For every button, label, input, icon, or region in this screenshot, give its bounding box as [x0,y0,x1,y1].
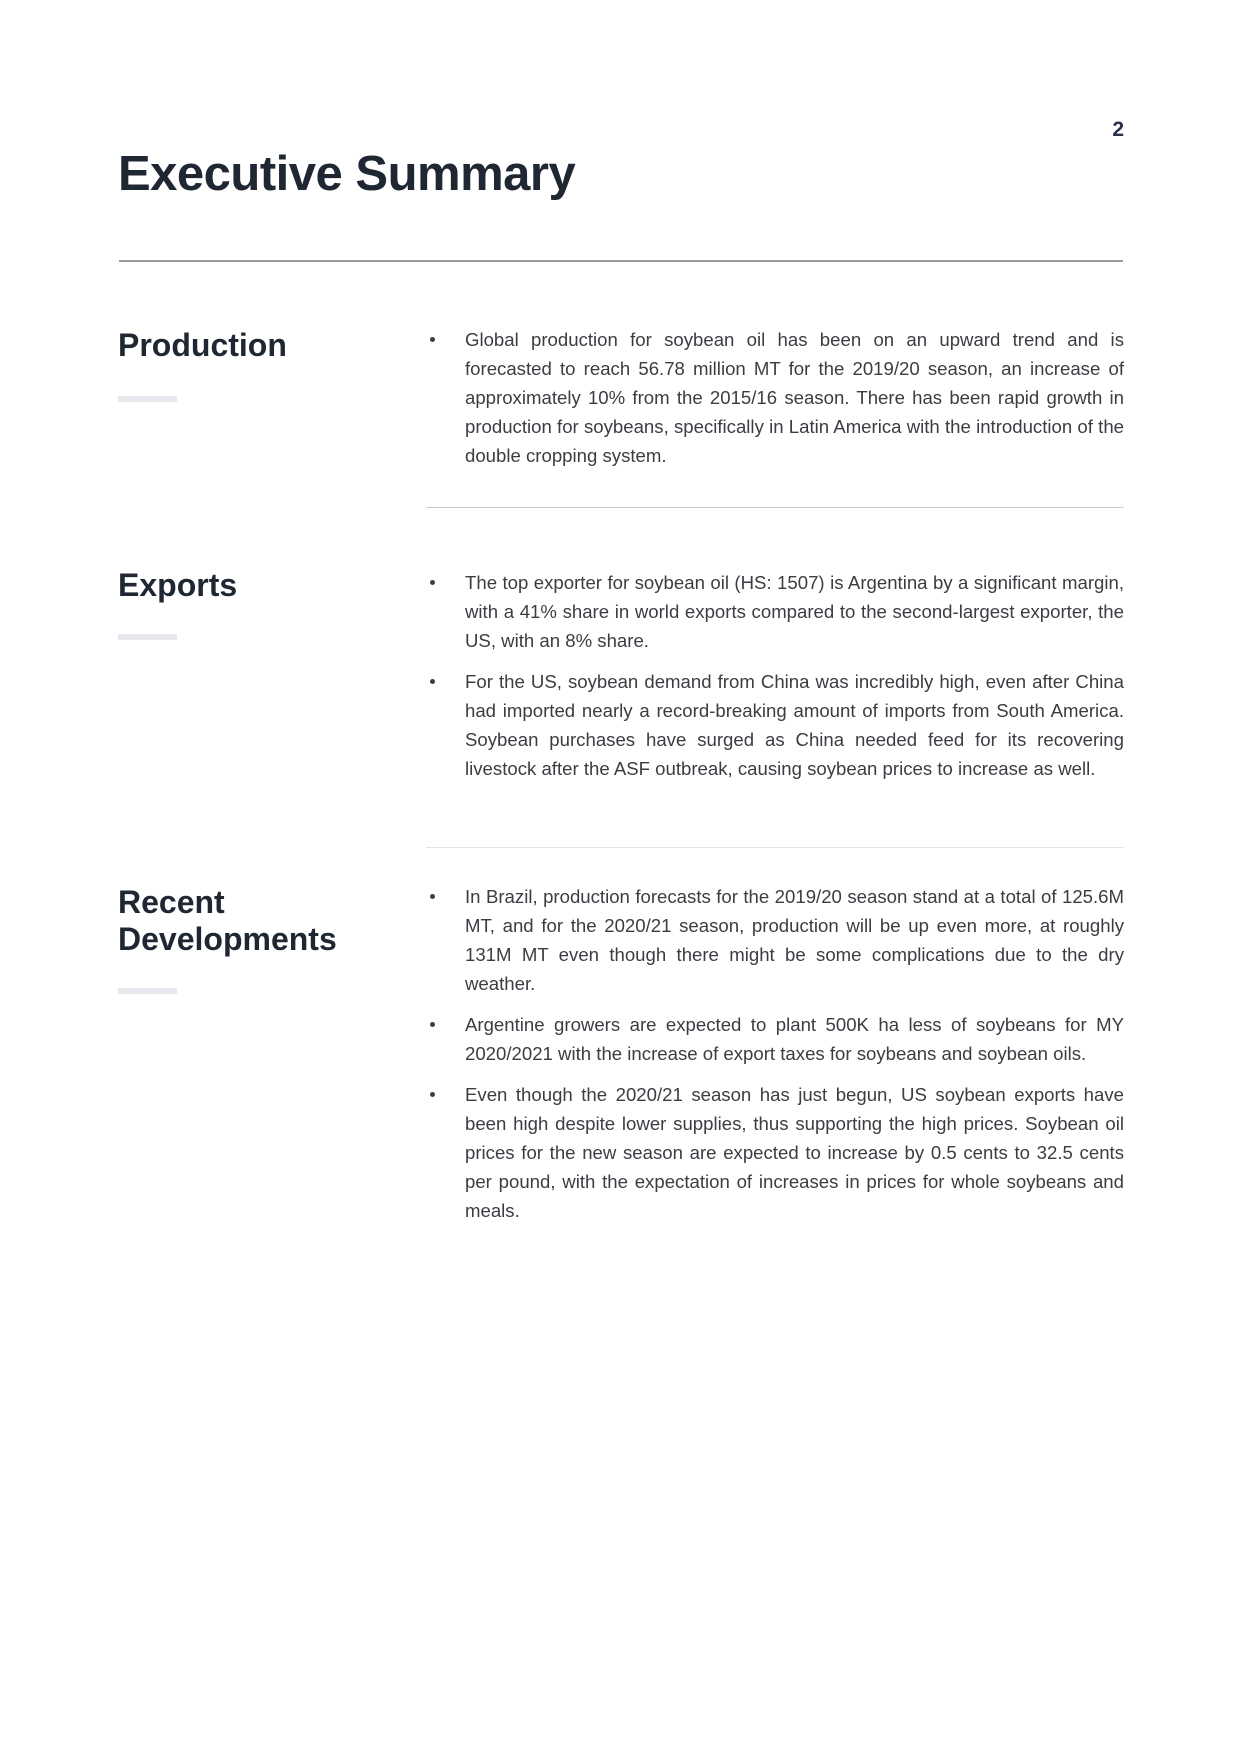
heading-line: Developments [118,921,337,957]
bullet-text: Argentine growers are expected to plant 500K ha less of soybeans for MY 2020/2021 with the increase of export taxes for soybeans and soybean oils. [465,1014,1124,1064]
section-accent-bar [118,634,177,640]
section-heading-exports: Exports [118,567,238,603]
section-accent-bar [118,396,177,402]
bullet-icon [430,1022,435,1027]
bullet-icon [430,894,435,899]
production-bullet-list [428,325,1124,482]
page-title: Executive Summary [118,147,576,201]
bullet-icon [430,1092,435,1097]
recent-developments-bullet-list [428,882,1124,1237]
section-divider [426,847,1124,848]
list-item [428,1080,1124,1225]
heading-line: Recent [118,884,225,920]
bullet-icon [430,679,435,684]
section-accent-bar [118,988,177,994]
list-item [428,667,1124,783]
list-item [428,882,1124,998]
bullet-icon [430,337,435,342]
section-heading-recent-developments [118,884,408,958]
list-item [428,1010,1124,1068]
bullet-text: In Brazil, production forecasts for the 2019/20 season stand at a total of 125.6M MT, and for the 2020/21 season, production will be up even more, at roughly 131M MT even though there might be some complications due to the dry weather. [465,886,1124,994]
bullet-text: For the US, soybean demand from China was incredibly high, even after China had imported nearly a record-breaking amount of imports from South America. Soybean purchases have surged as China needed feed for its recovering livestock after the ASF outbreak, causing soybean prices to increase as well. [465,671,1124,779]
section-heading-production: Production [118,327,287,363]
section-divider [426,507,1124,508]
bullet-text: Even though the 2020/21 season has just begun, US soybean exports have been high despite lower supplies, thus supporting the high prices. Soybean oil prices for the new season are expected to increase by 0.5 cents to 32.5 cents per pound, with the expectation of increases in prices for whole soybeans and meals. [465,1084,1124,1221]
title-divider [119,260,1123,262]
bullet-text: Global production for soybean oil has been on an upward trend and is forecasted to reach 56.78 million MT for the 2019/20 season, an increase of approximately 10% from the 2015/16 season. There has been rapid growth in production for soybeans, specifically in Latin America with the introduction of the double cropping system. [465,329,1124,466]
bullet-text: The top exporter for soybean oil (HS: 1507) is Argentina by a significant margin, with a 41% share in world exports compared to the second-largest exporter, the US, with an 8% share. [465,572,1124,651]
list-item [428,568,1124,655]
list-item [428,325,1124,470]
page-number: 2 [1112,118,1124,141]
bullet-icon [430,580,435,585]
exports-bullet-list [428,568,1124,795]
